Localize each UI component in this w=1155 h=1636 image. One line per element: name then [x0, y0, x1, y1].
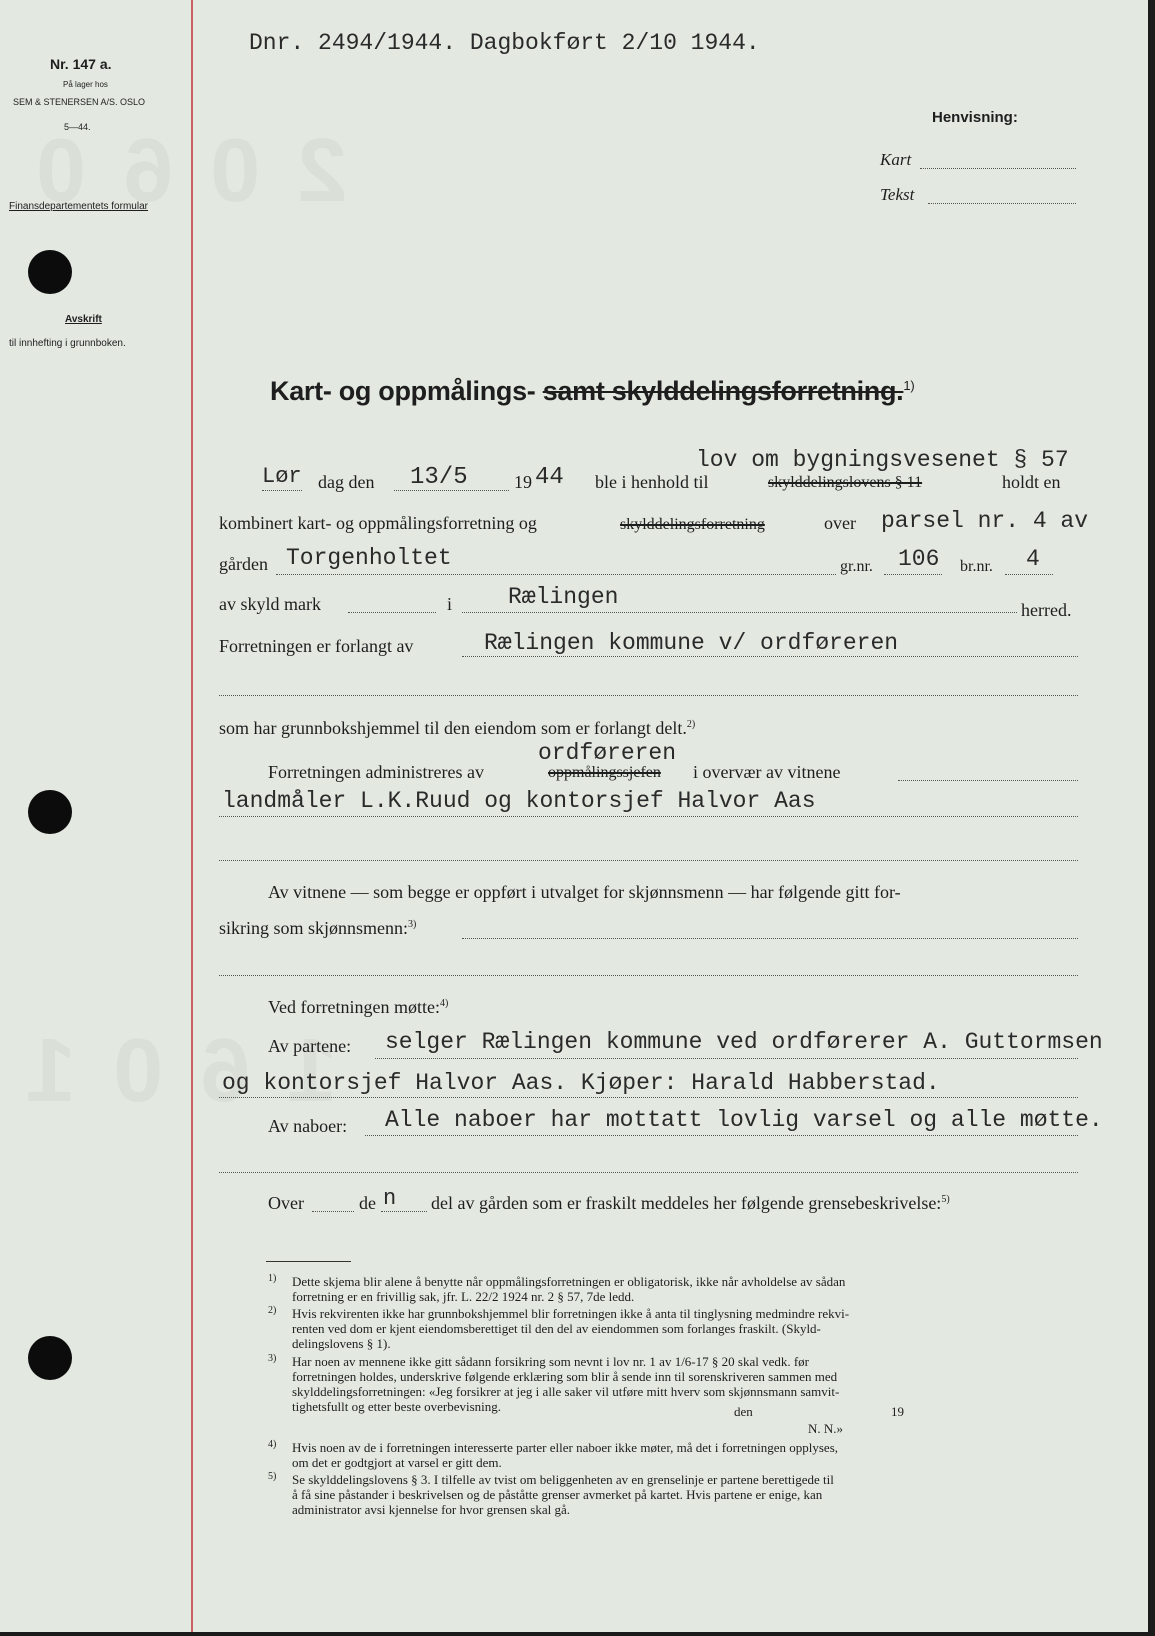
text-reference-field	[928, 203, 1076, 204]
footnote-nn: N. N.»	[808, 1421, 844, 1436]
holdt-en-label: holdt en	[1002, 472, 1061, 492]
brnr-value: 4	[1026, 546, 1040, 572]
print-date: 5—44.	[64, 122, 91, 132]
publisher-line2: SEM & STENERSEN A/S. OSLO	[13, 97, 146, 107]
boundary-text	[431, 1193, 950, 1214]
witness-statement-line	[462, 938, 1078, 939]
footnote-number: 5)	[268, 1471, 277, 1482]
footnote-number: 3)	[268, 1353, 277, 1364]
footnote-separator	[266, 1261, 351, 1262]
year-suffix: 44	[535, 464, 564, 491]
publisher-line1: På lager hos	[63, 80, 108, 89]
admin-replacement: ordføreren	[538, 740, 677, 766]
footnote-line: å få sine påstander i beskrivelsen og de påståtte grenser avmerket på kartet. Hvis partene er enige, kan	[292, 1487, 823, 1502]
neighbours-label: Av naboer:	[268, 1116, 348, 1136]
title-part1: Kart- og oppmålings-	[270, 376, 536, 406]
title-holder-text	[219, 718, 695, 739]
date-line	[394, 490, 509, 491]
requester-line-2	[219, 695, 1078, 696]
witness-statement-ref: 3)	[408, 919, 417, 930]
parties-line1: selger Rælingen kommune ved ordførerer A. Guttormsen	[385, 1029, 1103, 1055]
witnesses: landmåler L.K.Ruud og kontorsjef Halvor Aas	[222, 788, 816, 814]
farm-line	[276, 574, 836, 575]
boundary-text-body: del av gården som er fraskilt meddeles her følgende grensebeskrivelse:	[431, 1193, 942, 1213]
attendance-label-body: Ved forretningen møtte:	[268, 997, 440, 1017]
title-holder-body: som har grunnbokshjemmel til den eiendom som er forlangt delt.	[219, 718, 687, 738]
footnote-line: Dette skjema blir alene å benytte når oppmålingsforretningen er obligatorisk, ikke når avholdelse av sådan	[292, 1274, 846, 1289]
text-reference-label: Tekst	[880, 185, 915, 204]
margin-rule	[191, 0, 193, 1632]
footnote-line: Se skylddelingslovens § 3. I tilfelle av tvist om beliggenheten av en grenselinje er partene berettigede til	[292, 1472, 834, 1487]
combined-label: kombinert kart- og oppmålingsforretning og	[219, 513, 537, 533]
parties-rule-1	[375, 1058, 1078, 1059]
farm-name: Torgenholtet	[286, 545, 452, 571]
municipality-line	[462, 612, 1017, 613]
footnote-number: 4)	[268, 1439, 277, 1450]
year-prefix: 19	[514, 472, 532, 492]
witness-statement-2	[219, 918, 416, 939]
witness-statement-line-2	[219, 975, 1078, 976]
requested-by-label: Forretningen er forlangt av	[219, 636, 414, 656]
henhold-label: ble i henhold til	[595, 472, 709, 492]
law-replacement: lov om bygningsvesenet § 57	[696, 447, 1069, 473]
brnr-line	[1005, 574, 1053, 575]
boundary-ref: 5)	[941, 1194, 950, 1205]
footnote-line: forretning er en frivillig sak, jfr. L. 22/2 1924 nr. 2 § 57, 7de ledd.	[292, 1289, 635, 1304]
punch-hole	[28, 1336, 72, 1380]
herred-label: herred.	[1021, 600, 1072, 620]
witnesses-line-b	[219, 816, 1078, 817]
ministry-form: Finansdepartementets formular	[9, 201, 148, 212]
punch-hole	[28, 250, 72, 294]
footnote-line: administrator avsi kjennelse for hvor grensen skal gå.	[292, 1502, 570, 1517]
copy-note: til innhefting i grunnboken.	[9, 338, 126, 349]
footnote-line: skylddelingsforretningen: «Jeg forsikrer at jeg i alle saker vil utføre mitt hverv som skjønnsmann samvit-	[292, 1384, 840, 1399]
document-title	[270, 376, 914, 407]
over-line	[312, 1211, 354, 1212]
footnote-line: tighetsfullt og etter beste overbevisning.	[292, 1399, 502, 1414]
attendance-ref: 4)	[439, 998, 449, 1009]
municipality: Rælingen	[508, 584, 619, 610]
punch-hole	[28, 790, 72, 834]
grnr-label: gr.nr.	[840, 558, 873, 575]
de-line	[381, 1211, 427, 1212]
witness-statement-1: Av vitnene — som begge er oppført i utvalget for skjønnsmenn — har følgende gitt for-	[268, 882, 901, 902]
footnote-line: renten ved dom er kjent eiendomsberettiget til den del av eiendommen som forlanges fraskilt. (Skyld-	[292, 1321, 821, 1336]
map-reference-field	[920, 168, 1076, 169]
de-value: n	[383, 1186, 397, 1211]
footnote-line: forretningen holdes, underskrive følgende erklæring som blir å sende inn til sorenskriveren sammen med	[292, 1369, 838, 1384]
footnote-number: 1)	[268, 1273, 277, 1284]
parties-rule-2	[219, 1097, 1078, 1098]
brnr-label: br.nr.	[960, 558, 993, 575]
weekday-line	[262, 490, 302, 491]
dag-den-label: dag den	[318, 472, 375, 492]
witnessed-label: i overvær av vitnene	[693, 762, 841, 782]
neighbours-text: Alle naboer har mottatt lovlig varsel og alle møtte.	[385, 1107, 1103, 1133]
footnote-line: Hvis rekvirenten ikke har grunnbokshjemmel blir forretningen ikke å anta til tinglysning medmindre rekvi-	[292, 1306, 850, 1321]
date-value: 13/5	[410, 464, 468, 491]
attendance-label	[268, 997, 448, 1018]
footnote-year: 19	[891, 1404, 904, 1419]
tax-value-line	[348, 612, 436, 613]
reference-heading: Henvisning:	[932, 109, 1018, 126]
footnote-number: 2)	[268, 1305, 277, 1316]
grnr-value: 106	[898, 546, 940, 572]
parties-line2: og kontorsjef Halvor Aas. Kjøper: Harald Habberstad.	[222, 1070, 940, 1096]
over-label: over	[824, 513, 856, 533]
footnote-line: delingslovens § 1).	[292, 1336, 391, 1351]
skylddeling-struck: skylddelingsforretning	[620, 516, 765, 533]
law-struck: skylddelingslovens § 11	[768, 474, 923, 491]
title-footnote-ref: 1)	[903, 378, 915, 393]
over-word: Over	[268, 1193, 304, 1213]
witnesses-line-a	[898, 780, 1078, 781]
neighbours-rule-1	[365, 1135, 1078, 1136]
footnote-line: Hvis noen av de i forretningen interesserte parter eller naboer ikke møter, må det i forretningen opplyses,	[292, 1440, 839, 1455]
admin-struck: oppmålingssjefen	[548, 764, 661, 781]
map-reference-label: Kart	[880, 150, 912, 169]
grnr-line	[884, 574, 942, 575]
parcel-number: parsel nr. 4 av	[881, 508, 1089, 534]
title-part2-struck: samt skylddelingsforretning.	[542, 376, 904, 406]
requester-line	[462, 656, 1078, 657]
weekday: Lør	[262, 464, 302, 489]
title-holder-ref: 2)	[686, 719, 696, 730]
footnote-line: Har noen av mennene ikke gitt sådann forsikring som nevnt i lov nr. 1 av 1/6-17 § 20 skal vedk. før	[292, 1354, 810, 1369]
tax-value-label: av skyld mark	[219, 594, 321, 614]
witnesses-line-c	[219, 860, 1078, 861]
de-word: de	[359, 1193, 376, 1213]
footnote-den: den	[734, 1404, 753, 1419]
neighbours-rule-2	[219, 1172, 1078, 1173]
form-number: Nr. 147 a.	[50, 56, 112, 72]
farm-label: gården	[219, 554, 268, 574]
administered-label: Forretningen administreres av	[268, 762, 484, 782]
footnote-line: om det er godtgjort at varsel er gitt dem.	[292, 1455, 502, 1470]
requester: Rælingen kommune v/ ordføreren	[484, 630, 899, 656]
journal-number: Dnr. 2494/1944. Dagbokført 2/10 1944.	[249, 30, 760, 56]
witness-statement-2-body: sikring som skjønnsmenn:	[219, 918, 409, 938]
i-label: i	[447, 594, 453, 614]
copy-title: Avskrift	[65, 314, 102, 325]
parties-label: Av partene:	[268, 1036, 352, 1056]
